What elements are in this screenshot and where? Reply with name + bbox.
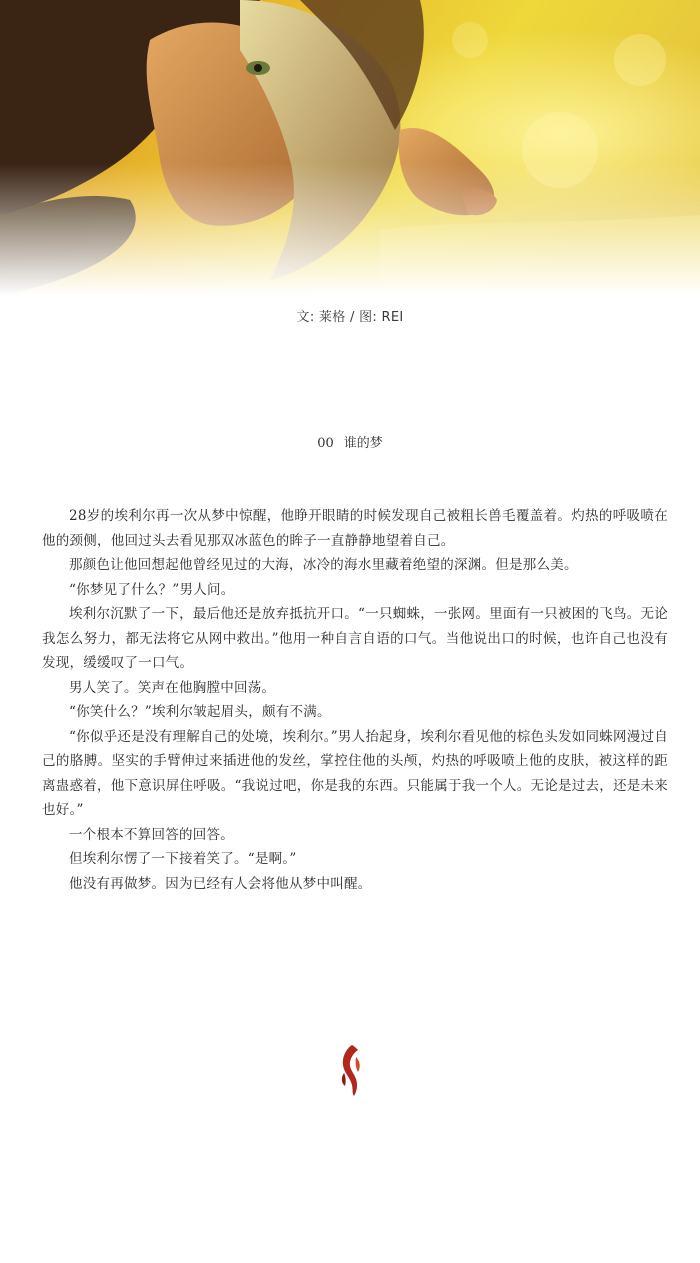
paragraph: 男人笑了。笑声在他胸膛中回荡。 (69, 679, 276, 696)
paragraph: 但埃利尔愣了一下接着笑了。“是啊。” (69, 851, 297, 867)
chapter-title: 谁的梦 (343, 436, 383, 451)
paragraph: 埃利尔沉默了一下，最后他还是放弃抵抗开口。“一只蜘蛛，一张网。里面有一只被困的飞鸟。无论我怎么努力，都无法将它从网中救出。”他用一种自言自语的口气。当他说出口的时候，也许自己也没有发现，缓缓叹了一口气。 (42, 606, 668, 671)
paragraph: “你似乎还是没有理解自己的处境，埃利尔。”男人抬起身，埃利尔看见他的棕色头发如同蛛网漫过自己的胳膊。坚实的手臂伸过来插进他的发丝，掌控住他的头颅，灼热的呼吸喷上他的皮肤，被这样的距离蛊惑着，他下意识屏住呼吸。“我说过吧，你是我的东西。只能属于我一个人。无论是过去，还是未来也好。” (42, 728, 668, 818)
calligraphy-emblem-icon (338, 1043, 364, 1097)
paragraph: 那颜色让他回想起他曾经见过的大海，冰冷的海水里藏着绝望的深渊。但是那么美。 (69, 557, 578, 573)
paragraph: 28岁的埃利尔再一次从梦中惊醒，他睁开眼睛的时候发现自己被粗长兽毛覆盖着。灼热的呼吸喷在他的颈侧，他回过头去看见那双冰蓝色的眸子一直静静地望着自己。 (42, 508, 668, 549)
header-illustration (0, 0, 700, 296)
paragraph: 他没有再做梦。因为已经有人会将他从梦中叫醒。 (69, 875, 372, 892)
paragraph: “你笑什么？”埃利尔皱起眉头，颇有不满。 (69, 704, 331, 720)
author-credit: 文: 莱格 / 图: REI (296, 310, 404, 325)
chapter-heading (0, 432, 700, 451)
paragraph: 一个根本不算回答的回答。 (69, 826, 234, 843)
paragraph: “你梦见了什么？”男人问。 (69, 581, 235, 598)
story-body (42, 504, 668, 896)
chapter-number: 00 (317, 436, 334, 451)
